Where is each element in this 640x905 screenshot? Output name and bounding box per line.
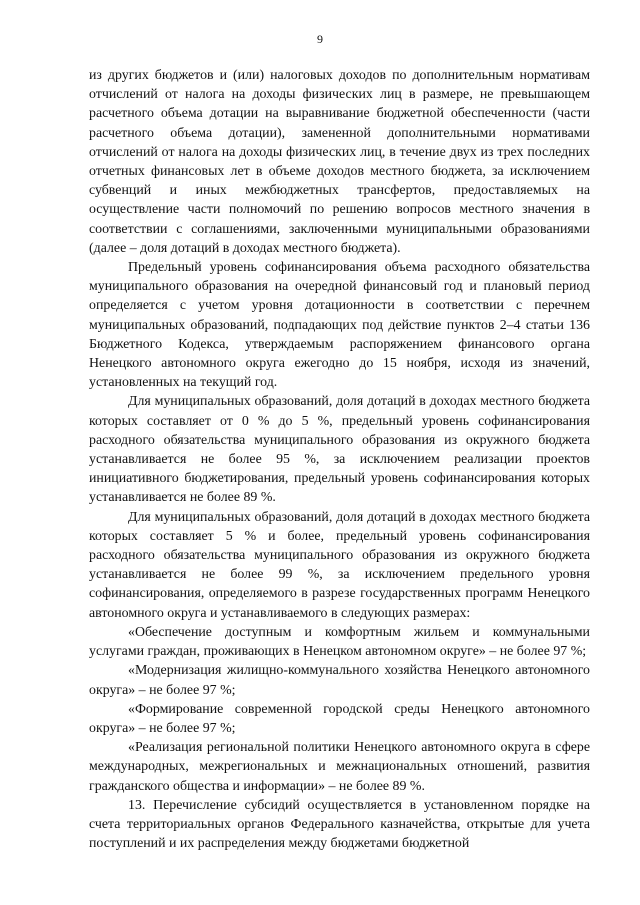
program-item-housing: «Обеспечение доступным и комфортным жильем и коммунальными услугами граждан, проживающих в Ненецком автономном округе» – не более 97 %; bbox=[89, 624, 590, 660]
program-item-urban-environment: «Формирование современной городской среды Ненецкого автономного округа» – не более 97 %; bbox=[89, 701, 590, 736]
program-item-regional-policy: «Реализация региональной политики Ненецкого автономного округа в сфере международных, межрегиональных и межнациональных отношений, развития гражданского общества и информации» – не более 89 %. bbox=[89, 740, 590, 794]
document-body bbox=[89, 66, 590, 853]
paragraph-continuation: из других бюджетов и (или) налоговых доходов по дополнительным нормативам отчислений от налога на доходы физических лиц в размере, не превышающем расчетного объема дотации на выравнивание бюджетной обеспеченности (части расчетного объема дотации), замененной дополнительными нормативами отчислений от налога на доходы физических лиц, в течение двух из трех последних отчетных финансовых лет в объеме доходов местного бюджета, за исключением субвенций и иных межбюджетных трансфертов, предоставляемых на осуществление части полномочий по решению вопросов местного значения в соответствии с соглашениями, заключенными муниципальными образованиями (далее – доля дотаций в доходах местного бюджета). bbox=[89, 68, 590, 256]
page-number: 9 bbox=[317, 32, 323, 46]
paragraph-cofinancing-limit: Предельный уровень софинансирования объема расходного обязательства муниципального образования на очередной финансовый год и плановый период определяется с учетом уровня дотационности в соответствии с перечнем муниципальных образований, подпадающих под действие пунктов 2–4 статьи 136 Бюджетного Кодекса, утверждаемым распоряжением финансового органа Ненецкого автономного округа ежегодно до 15 ноября, исходя из значений, установленных на текущий год. bbox=[89, 260, 590, 391]
program-item-utilities: «Модернизация жилищно-коммунального хозяйства Ненецкого автономного округа» – не более 97 %; bbox=[89, 663, 590, 698]
paragraph-share-5-and-more: Для муниципальных образований, доля дотаций в доходах местного бюджета которых составляет 5 % и более, предельный уровень софинансирования расходного обязательства муниципального образования из окружного бюджета устанавливается не более 99 %, за исключением предельного уровня софинансирования, определяемого в разрезе государственных программ Ненецкого автономного округа и устанавливаемого в следующих размерах: bbox=[89, 509, 590, 621]
paragraph-share-0-to-5: Для муниципальных образований, доля дотаций в доходах местного бюджета которых составляет от 0 % до 5 %, предельный уровень софинансирования расходного обязательства муниципального образования из окружного бюджета устанавливается не более 95 %, за исключением реализации проектов инициативного бюджетирования, предельный уровень софинансирования которых устанавливается не более 89 %. bbox=[89, 394, 590, 506]
paragraph-item-13: 13. Перечисление субсидий осуществляется в установленном порядке на счета территориальных органов Федерального казначейства, открытые для учета поступлений и их распределения между бюджетами бюджетной bbox=[89, 797, 590, 852]
